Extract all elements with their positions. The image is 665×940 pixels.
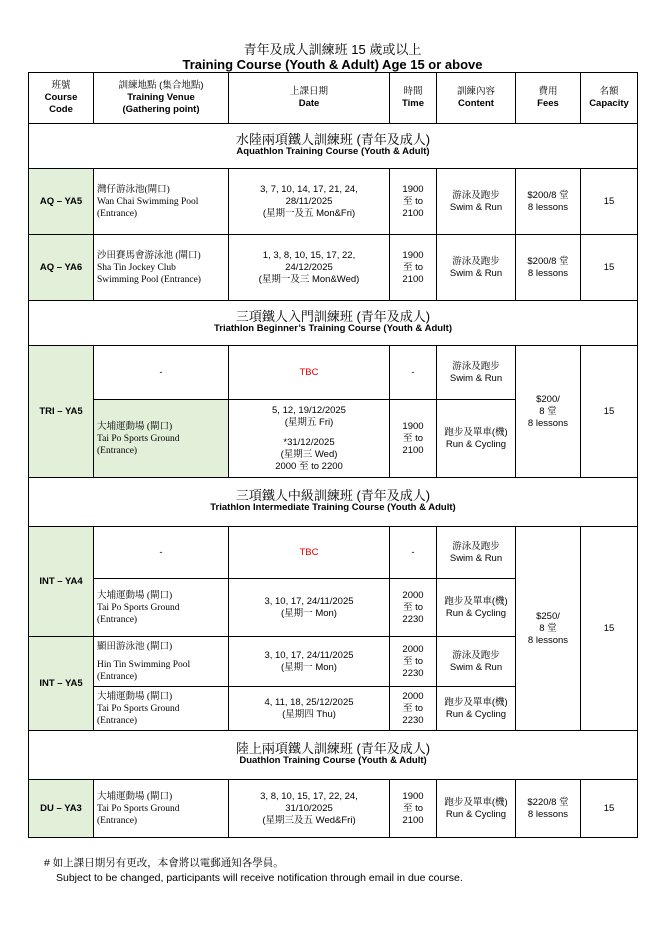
course-code: INT – YA4 bbox=[29, 527, 94, 637]
time: - bbox=[390, 346, 437, 400]
header-venue: 訓練地點 (集合地點) Training Venue (Gathering point) bbox=[94, 73, 229, 124]
header-content: 訓練內容 Content bbox=[437, 73, 516, 124]
venue: 大埔運動場 (閘口) Tai Po Sports Ground (Entrance) bbox=[94, 780, 229, 838]
content: 跑步及單車(機) Run & Cycling bbox=[437, 780, 516, 838]
fees: $220/8 堂 8 lessons bbox=[516, 780, 581, 838]
venue: 大埔運動場 (閘口) Tai Po Sports Ground (Entrance) bbox=[94, 579, 229, 637]
course-code: AQ – YA6 bbox=[29, 235, 94, 301]
header-capacity: 名額 Capacity bbox=[581, 73, 638, 124]
time: 2000 至 to 2230 bbox=[390, 687, 437, 731]
fees: $200/8 堂 8 lessons bbox=[516, 235, 581, 301]
fees: $250/ 8 堂 8 lessons bbox=[516, 527, 581, 731]
title-chinese: 青年及成人訓練班 15 歲或以上 bbox=[243, 42, 422, 57]
venue: 大埔運動場 (閘口) Tai Po Sports Ground (Entrance) bbox=[94, 400, 229, 478]
capacity: 15 bbox=[581, 780, 638, 838]
content: 游泳及跑步 Swim & Run bbox=[437, 235, 516, 301]
venue: 大埔運動場 (閘口) Tai Po Sports Ground (Entrance) bbox=[94, 687, 229, 731]
date-tbc: TBC bbox=[229, 527, 390, 579]
content: 游泳及跑步 Swim & Run bbox=[437, 637, 516, 687]
date: 5, 12, 19/12/2025 (星期五 Fri) *31/12/2025 (星期三 Wed) 2000 至 to 2200 bbox=[229, 400, 390, 478]
footnote bbox=[44, 856, 463, 886]
section-aquathlon: 水陸兩項鐵人訓練班 (青年及成人) Aquathlon Training Course (Youth & Adult) bbox=[29, 124, 638, 169]
header-time: 時間 Time bbox=[390, 73, 437, 124]
content: 游泳及跑步 Swim & Run bbox=[437, 169, 516, 235]
course-row-tri-ya5-swim bbox=[29, 346, 638, 400]
section-triathlon-beginner: 三項鐵人入門訓練班 (青年及成人) Triathlon Beginner’s Training Course (Youth & Adult) bbox=[29, 301, 638, 346]
content: 跑步及單車(機) Run & Cycling bbox=[437, 400, 516, 478]
capacity: 15 bbox=[581, 527, 638, 731]
time: 1900 至 to 2100 bbox=[390, 400, 437, 478]
header-date: 上課日期 Date bbox=[229, 73, 390, 124]
header-row bbox=[29, 73, 638, 124]
header-fees: 費用 Fees bbox=[516, 73, 581, 124]
date: 3, 7, 10, 14, 17, 21, 24, 28/11/2025 (星期一及五 Mon&Fri) bbox=[229, 169, 390, 235]
course-schedule-table bbox=[28, 72, 638, 838]
venue: 灣仔游泳池(閘口) Wan Chai Swimming Pool (Entrance) bbox=[94, 169, 229, 235]
venue: 沙田賽馬會游泳池 (閘口) Sha Tin Jockey Club Swimming Pool (Entrance) bbox=[94, 235, 229, 301]
footnote-english: Subject to be changed, participants will receive notification through email in due course. bbox=[56, 872, 463, 884]
date: 3, 10, 17, 24/11/2025 (星期一 Mon) bbox=[229, 637, 390, 687]
content: 游泳及跑步 Swim & Run bbox=[437, 346, 516, 400]
title-english: Training Course (Youth & Adult) Age 15 or above bbox=[182, 57, 483, 72]
capacity: 15 bbox=[581, 169, 638, 235]
venue: 顯田游泳池 (閘口) Hin Tin Swimming Pool (Entrance) bbox=[94, 637, 229, 687]
capacity: 15 bbox=[581, 346, 638, 478]
time: 1900 至 to 2100 bbox=[390, 169, 437, 235]
course-row-aq-ya5 bbox=[29, 169, 638, 235]
course-row-du-ya3 bbox=[29, 780, 638, 838]
course-code: INT – YA5 bbox=[29, 637, 94, 731]
course-code: AQ – YA5 bbox=[29, 169, 94, 235]
date-tbc: TBC bbox=[229, 346, 390, 400]
capacity: 15 bbox=[581, 235, 638, 301]
footnote-chinese: # 如上課日期另有更改，本會將以電郵通知各學員。 bbox=[44, 857, 284, 869]
venue: - bbox=[94, 346, 229, 400]
time: 2000 至 to 2230 bbox=[390, 579, 437, 637]
section-triathlon-intermediate: 三項鐵人中級訓練班 (青年及成人) Triathlon Intermediate Training Course (Youth & Adult) bbox=[29, 478, 638, 527]
fees: $200/8 堂 8 lessons bbox=[516, 169, 581, 235]
time: - bbox=[390, 527, 437, 579]
time: 1900 至 to 2100 bbox=[390, 235, 437, 301]
course-row-int-ya4-swim bbox=[29, 527, 638, 579]
course-code: DU – YA3 bbox=[29, 780, 94, 838]
date: 4, 11, 18, 25/12/2025 (星期四 Thu) bbox=[229, 687, 390, 731]
date: 3, 8, 10, 15, 17, 22, 24, 31/10/2025 (星期三及五 Wed&Fri) bbox=[229, 780, 390, 838]
header-course-code: 班號 Course Code bbox=[29, 73, 94, 124]
time: 1900 至 to 2100 bbox=[390, 780, 437, 838]
course-row-aq-ya6 bbox=[29, 235, 638, 301]
content: 游泳及跑步 Swim & Run bbox=[437, 527, 516, 579]
time: 2000 至 to 2230 bbox=[390, 637, 437, 687]
date: 1, 3, 8, 10, 15, 17, 22, 24/12/2025 (星期一及三 Mon&Wed) bbox=[229, 235, 390, 301]
venue: - bbox=[94, 527, 229, 579]
page-title bbox=[0, 42, 665, 72]
section-duathlon: 陸上兩項鐵人訓練班 (青年及成人) Duathlon Training Course (Youth & Adult) bbox=[29, 731, 638, 780]
date: 3, 10, 17, 24/11/2025 (星期一 Mon) bbox=[229, 579, 390, 637]
content: 跑步及單車(機) Run & Cycling bbox=[437, 687, 516, 731]
content: 跑步及單車(機) Run & Cycling bbox=[437, 579, 516, 637]
fees: $200/ 8 堂 8 lessons bbox=[516, 346, 581, 478]
course-code: TRI – YA5 bbox=[29, 346, 94, 478]
